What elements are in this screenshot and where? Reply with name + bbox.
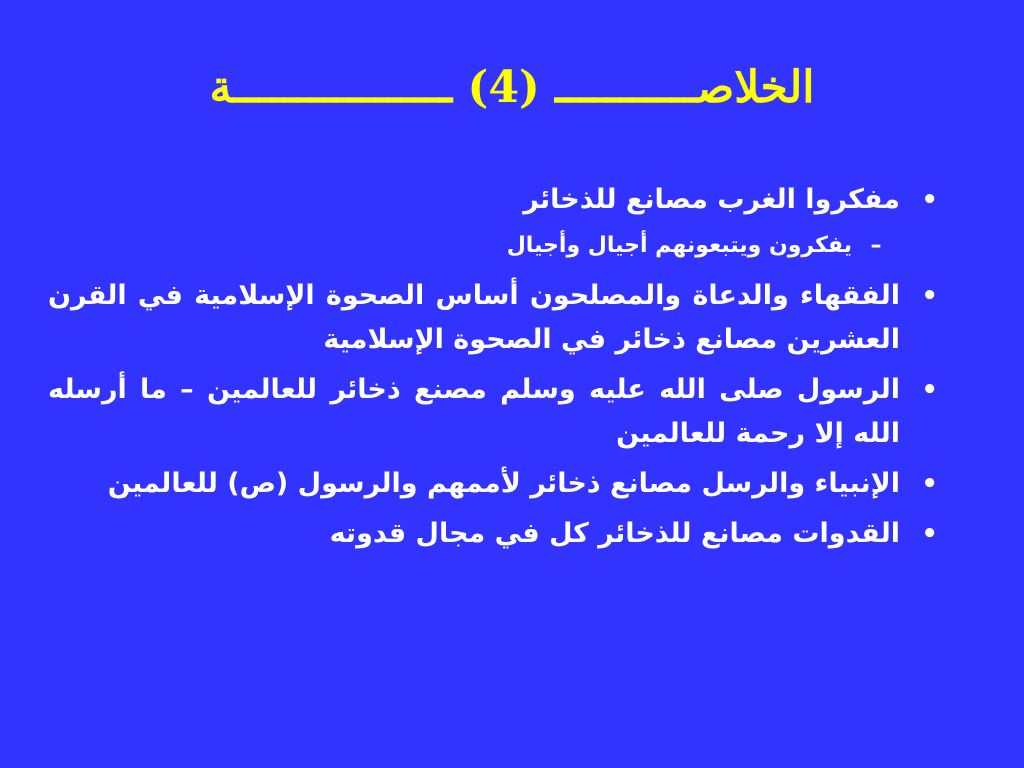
dash-icon: – bbox=[870, 233, 882, 258]
bullet-text: الإنبياء والرسل مصانع ذخائر لأممهم والرسول (ص) للعالمين bbox=[107, 468, 900, 499]
slide-title: الخلاصـــــــــــ (4) ـــــــــــــــــة bbox=[209, 62, 815, 113]
bullet-text: الفقهاء والدعاة والمصلحون أساس الصحوة الإسلامية في القرن العشرين مصانع ذخائر في الصحوة الإسلامية bbox=[48, 280, 900, 355]
bullet-item bbox=[48, 512, 938, 556]
bullet-icon: • bbox=[921, 469, 938, 499]
bullet-text: مفكروا الغرب مصانع للذخائر bbox=[523, 184, 900, 215]
bullet-icon: • bbox=[921, 375, 938, 405]
bullet-text: القدوات مصانع للذخائر كل في مجال قدوته bbox=[329, 518, 900, 549]
bullet-text: الرسول صلى الله عليه وسلم مصنع ذخائر للعالمين – ما أرسله الله إلا رحمة للعالمين bbox=[48, 374, 900, 449]
sub-bullet-text: يفكرون ويتبعونهم أجيال وأجيال bbox=[506, 233, 852, 258]
bullet-list bbox=[48, 178, 938, 562]
bullet-item bbox=[48, 368, 938, 456]
sub-bullet-item bbox=[48, 228, 938, 264]
bullet-icon: • bbox=[921, 281, 938, 311]
bullet-item bbox=[48, 178, 938, 222]
bullet-icon: • bbox=[921, 185, 938, 215]
bullet-item bbox=[48, 274, 938, 362]
bullet-item bbox=[48, 462, 938, 506]
bullet-icon: • bbox=[921, 519, 938, 549]
